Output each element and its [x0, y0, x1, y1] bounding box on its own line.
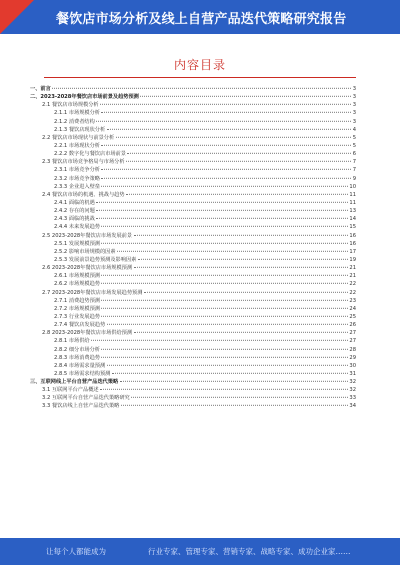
toc-leader-dots	[107, 365, 348, 366]
toc-entry[interactable]	[30, 126, 356, 134]
toc-entry-text: 三、互联网线上平台自营产品迭代策略	[30, 379, 119, 386]
toc-entry-page: 19	[349, 256, 356, 263]
toc-leader-dots	[96, 202, 348, 203]
toc-entry[interactable]	[30, 232, 356, 240]
header-corner-accent	[0, 0, 34, 34]
toc-entry-page: 4	[352, 126, 356, 133]
toc-leader-dots	[101, 145, 351, 146]
toc-entry-page: 5	[352, 142, 356, 149]
toc-entry[interactable]	[30, 313, 356, 321]
toc-entry-page: 34	[349, 403, 356, 410]
toc-leader-dots	[121, 405, 348, 406]
toc-entry-page: 11	[349, 191, 356, 198]
footer-slogan-right: 行业专家、管理专家、营销专家、战略专家、成功企业家……	[148, 547, 351, 556]
toc-entry-page: 28	[349, 346, 356, 353]
toc-entry-page: 16	[349, 240, 356, 247]
toc-leader-dots	[134, 332, 348, 333]
toc-entry-page: 30	[349, 362, 356, 369]
toc-entry-page: 21	[349, 273, 356, 280]
toc-entry-text: 2.3.3 企业进入壁垒	[54, 183, 100, 190]
toc-entry[interactable]	[30, 305, 356, 313]
toc-entry[interactable]	[30, 199, 356, 207]
toc-leader-dots	[101, 185, 347, 186]
toc-entry-text: 2.3 餐饮店市场竞争格局与市场分析	[42, 159, 125, 166]
toc-entry[interactable]	[30, 223, 356, 231]
toc-entry-page: 6	[352, 151, 356, 158]
toc-entry-text: 2.4.4 未来发展趋势	[54, 224, 100, 231]
toc-entry-page: 29	[349, 354, 356, 361]
toc-leader-dots	[101, 283, 347, 284]
toc-entry-text: 2.3.1 市场竞争分析	[54, 167, 100, 174]
toc-entry-page: 3	[352, 102, 356, 109]
toc-entry[interactable]	[30, 134, 356, 142]
toc-entry-text: 2.8.1 市场供给	[54, 338, 90, 345]
toc-entry-page: 22	[349, 281, 356, 288]
toc-entry[interactable]	[30, 370, 356, 378]
toc-entry-page: 10	[349, 183, 356, 190]
toc-entry[interactable]	[30, 191, 356, 199]
toc-entry-page: 13	[349, 208, 356, 215]
toc-entry-text: 2.5.1 发展规模预测	[54, 240, 100, 247]
toc-leader-dots	[101, 356, 347, 357]
toc-entry-page: 11	[349, 199, 356, 206]
toc-leader-dots	[107, 324, 348, 325]
toc-entry[interactable]	[30, 402, 356, 410]
toc-entry[interactable]	[30, 85, 356, 93]
toc-leader-dots	[144, 291, 348, 292]
toc-entry[interactable]	[30, 150, 356, 158]
toc-entry-text: 2.2 餐饮店市场现状与前景分析	[42, 134, 115, 141]
toc-entry-page: 16	[349, 232, 356, 239]
toc-entry[interactable]	[30, 272, 356, 280]
toc-entry-text: 2.1 餐饮店市场规模分析	[42, 102, 99, 109]
toc-entry-page: 31	[349, 370, 356, 377]
toc-entry-text: 2.4.2 存在的问题	[54, 208, 95, 215]
toc-entry-text: 2.5.2 影响市场规模的因素	[54, 248, 116, 255]
toc-entry[interactable]	[30, 207, 356, 215]
toc-leader-dots	[126, 194, 348, 195]
toc-entry-text: 2.2.2 数字化与餐饮店市场前景	[54, 151, 126, 158]
toc-entry-page: 32	[349, 387, 356, 394]
toc-entry-page: 15	[349, 224, 356, 231]
header-banner	[0, 0, 400, 34]
toc-entry-text: 2.5.3 发展前景趋势预测及影响因素	[54, 256, 137, 263]
toc-entry[interactable]	[30, 215, 356, 223]
toc-leader-dots	[101, 316, 347, 317]
toc-entry[interactable]	[30, 118, 356, 126]
toc-leader-dots	[120, 381, 348, 382]
toc-leader-dots	[100, 389, 348, 390]
toc-entry[interactable]	[30, 101, 356, 109]
toc-leader-dots	[134, 267, 348, 268]
toc-heading: 内容目录	[173, 58, 226, 72]
toc-entry[interactable]	[30, 329, 356, 337]
toc-leader-dots	[101, 112, 351, 113]
toc-leader-dots	[96, 218, 348, 219]
toc-leader-dots	[100, 104, 351, 105]
toc-leader-dots	[101, 177, 351, 178]
toc-entry-page: 17	[349, 248, 356, 255]
toc-entry-page: 5	[352, 134, 356, 141]
toc-entry-text: 2.8 2023-2028年餐饮店市场供给预测	[42, 330, 133, 337]
toc-leader-dots	[101, 348, 347, 349]
toc-entry[interactable]	[30, 256, 356, 264]
toc-entry[interactable]	[30, 297, 356, 305]
toc-entry[interactable]	[30, 264, 356, 272]
toc-entry-text: 2.7.4 餐饮店发展趋势	[54, 322, 106, 329]
toc-entry-text: 2.7.1 消费趋势预测	[54, 297, 100, 304]
toc-entry-text: 2.6.1 市场规模预测	[54, 273, 100, 280]
toc-entry[interactable]	[30, 280, 356, 288]
footer-banner	[0, 538, 400, 565]
toc-leader-dots	[101, 308, 347, 309]
toc-entry-text: 2.7.3 行业发展趋势	[54, 313, 100, 320]
toc-entry-text: 3.2 互联网平台自营产品迭代策略研究	[42, 395, 130, 402]
toc-entry-page: 3	[352, 94, 356, 101]
toc-entry-text: 2.7 2023-2028年餐饮店市场发展趋势预测	[42, 289, 143, 296]
toc-entry[interactable]	[30, 346, 356, 354]
toc-entry-page: 25	[349, 313, 356, 320]
toc-entry-text: 2.2.1 市场现状分析	[54, 142, 100, 149]
toc-entry-text: 2.8.4 市场需求量预测	[54, 362, 106, 369]
toc-entry[interactable]	[30, 109, 356, 117]
toc-entry-page: 9	[352, 175, 356, 182]
toc-entry-text: 2.8.2 细分市场分析	[54, 346, 100, 353]
report-title: 餐饮店市场分析及线上自营产品迭代策略研究报告	[56, 12, 347, 27]
toc-leader-dots	[101, 275, 347, 276]
toc-entry[interactable]	[30, 142, 356, 150]
toc-leader-dots	[101, 226, 347, 227]
toc-entry-text: 二、2023-2028年餐饮店市场前景及趋势预测	[30, 94, 139, 101]
toc-entry-text: 2.4.1 面临的机遇	[54, 199, 95, 206]
toc-entry-text: 3.3 餐饮店线上自营产品迭代策略	[42, 403, 120, 410]
toc-leader-dots	[96, 210, 348, 211]
toc-leader-dots	[107, 129, 352, 130]
toc-entry-text: 2.8.3 市场消费趋势	[54, 354, 100, 361]
toc-entry-page: 23	[349, 297, 356, 304]
toc-entry[interactable]	[30, 93, 356, 101]
toc-entry-page: 27	[349, 338, 356, 345]
toc-entry[interactable]	[30, 175, 356, 183]
toc-leader-dots	[101, 242, 347, 243]
toc-entry-text: 2.7.2 市场规模预测	[54, 305, 100, 312]
toc-entry-page: 7	[352, 167, 356, 174]
toc-entry[interactable]	[30, 321, 356, 329]
toc-entry[interactable]	[30, 240, 356, 248]
toc-entry-page: 14	[349, 216, 356, 223]
toc-entry[interactable]	[30, 362, 356, 370]
toc-entry-text: 2.6.2 市场规模趋势	[54, 281, 100, 288]
toc-leader-dots	[96, 120, 351, 121]
toc-entry-page: 24	[349, 305, 356, 312]
toc-leader-dots	[126, 161, 351, 162]
toc-entry-page: 22	[349, 289, 356, 296]
toc-entry[interactable]	[30, 248, 356, 256]
toc-entry-page: 32	[349, 379, 356, 386]
toc-entry-text: 2.5 2023-2028年餐饮店市场发展前景	[42, 232, 133, 239]
toc-entry-text: 2.1.3 餐饮店现状分析	[54, 126, 106, 133]
toc-entry-text: 2.3.2 市场竞争策略	[54, 175, 100, 182]
toc-leader-dots	[101, 299, 347, 300]
toc-entry[interactable]	[30, 394, 356, 402]
toc-leader-dots	[127, 153, 351, 154]
toc-leader-dots	[131, 397, 348, 398]
toc-entry-text: 2.8.5 市场需求结构预测	[54, 370, 111, 377]
toc-entry-text: 一、前言	[30, 86, 51, 92]
toc-leader-dots	[91, 340, 348, 341]
toc-leader-dots	[52, 88, 351, 89]
footer-slogan-left: 让每个人都能成为	[46, 547, 106, 556]
toc-entry[interactable]	[30, 289, 356, 297]
toc-entry[interactable]	[30, 386, 356, 394]
toc-leader-dots	[112, 373, 348, 374]
toc-divider	[44, 77, 356, 78]
toc-entry-page: 27	[349, 330, 356, 337]
toc-entry-page: 26	[349, 322, 356, 329]
toc-entry[interactable]	[30, 337, 356, 345]
toc-entry-page: 3	[352, 118, 356, 125]
toc-leader-dots	[138, 259, 348, 260]
toc-leader-dots	[101, 169, 351, 170]
toc-entry-text: 2.4.3 面临的挑战	[54, 216, 95, 223]
toc-entry-page: 3	[352, 110, 356, 117]
toc-entry-page: 33	[349, 395, 356, 402]
toc-entry[interactable]	[30, 166, 356, 174]
toc-leader-dots	[117, 251, 348, 252]
toc-entry-text: 2.1.2 消费者结构	[54, 118, 95, 125]
toc-entry-page: 7	[352, 159, 356, 166]
toc-entry[interactable]	[30, 183, 356, 191]
toc-leader-dots	[140, 96, 351, 97]
toc-entry-text: 2.1.1 市场规模分析	[54, 110, 100, 117]
toc-entry-text: 2.4 餐饮店市场的机遇、挑战与趋势	[42, 191, 125, 198]
toc-entry-text: 3.1 互联网平台产品概述	[42, 387, 99, 394]
table-of-contents	[30, 85, 356, 411]
toc-entry[interactable]	[30, 378, 356, 386]
toc-entry-page: 3	[352, 86, 356, 92]
toc-entry-text: 2.6 2023-2028年餐饮店市场规模预测	[42, 265, 133, 272]
toc-leader-dots	[116, 137, 352, 138]
toc-entry[interactable]	[30, 158, 356, 166]
toc-entry-page: 21	[349, 265, 356, 272]
toc-entry[interactable]	[30, 354, 356, 362]
toc-leader-dots	[134, 234, 348, 235]
